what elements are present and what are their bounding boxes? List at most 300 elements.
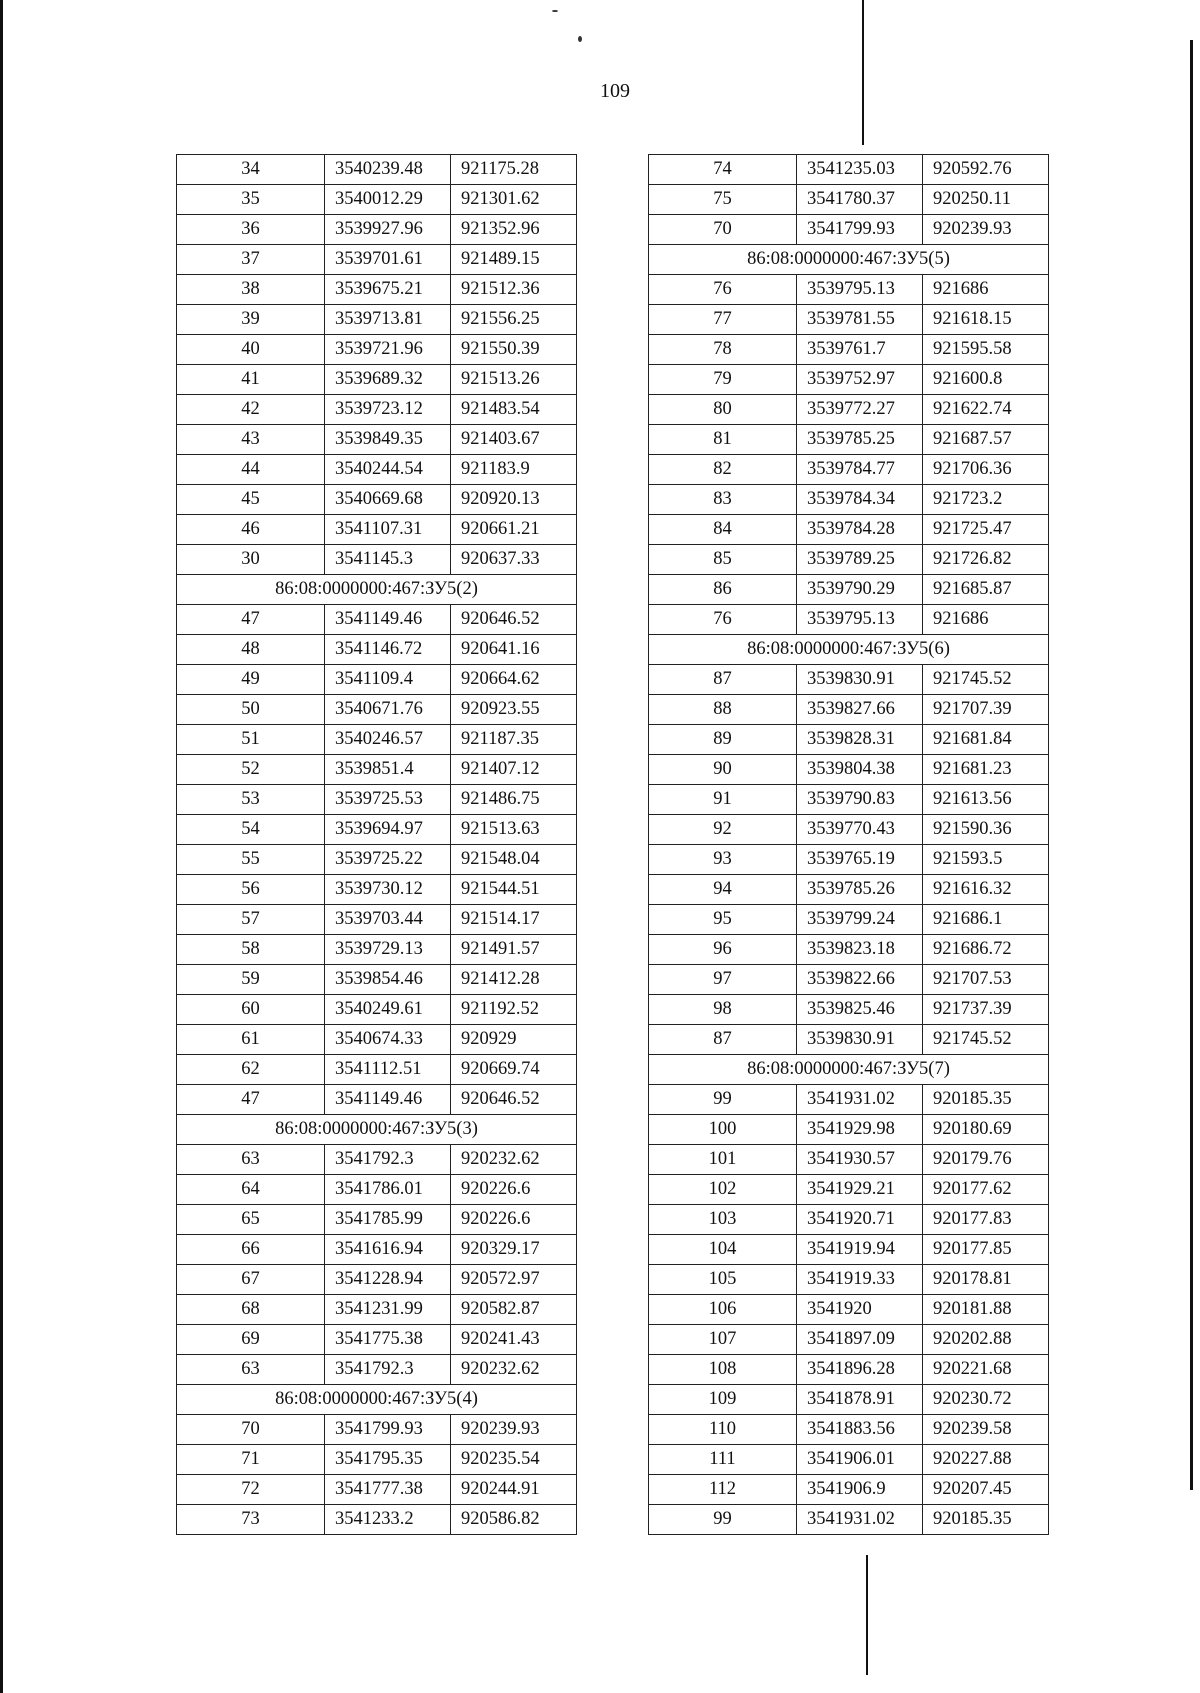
x-coordinate-cell: 3539752.97 bbox=[797, 365, 923, 395]
y-coordinate-cell: 921512.36 bbox=[451, 275, 577, 305]
scan-artifact-line bbox=[862, 0, 864, 145]
table-row bbox=[649, 215, 1049, 245]
y-coordinate-cell: 921301.62 bbox=[451, 185, 577, 215]
y-coordinate-cell: 920241.43 bbox=[451, 1325, 577, 1355]
table-row bbox=[649, 995, 1049, 1025]
point-number-cell: 97 bbox=[649, 965, 797, 995]
x-coordinate-cell: 3539851.4 bbox=[325, 755, 451, 785]
y-coordinate-cell: 920923.55 bbox=[451, 695, 577, 725]
y-coordinate-cell: 920244.91 bbox=[451, 1475, 577, 1505]
point-number-cell: 94 bbox=[649, 875, 797, 905]
point-number-cell: 46 bbox=[177, 515, 325, 545]
y-coordinate-cell: 920641.16 bbox=[451, 635, 577, 665]
x-coordinate-cell: 3539790.83 bbox=[797, 785, 923, 815]
y-coordinate-cell: 921556.25 bbox=[451, 305, 577, 335]
y-coordinate-cell: 920572.97 bbox=[451, 1265, 577, 1295]
y-coordinate-cell: 921548.04 bbox=[451, 845, 577, 875]
point-number-cell: 87 bbox=[649, 1025, 797, 1055]
table-row bbox=[649, 815, 1049, 845]
table-row bbox=[649, 1325, 1049, 1355]
x-coordinate-cell: 3541145.3 bbox=[325, 545, 451, 575]
x-coordinate-cell: 3541929.98 bbox=[797, 1115, 923, 1145]
parcel-id-label: 86:08:0000000:467:ЗУ5(7) bbox=[649, 1055, 1049, 1085]
point-number-cell: 73 bbox=[177, 1505, 325, 1535]
table-row bbox=[177, 1055, 577, 1085]
table-row bbox=[177, 965, 577, 995]
x-coordinate-cell: 3539725.22 bbox=[325, 845, 451, 875]
x-coordinate-cell: 3541878.91 bbox=[797, 1385, 923, 1415]
y-coordinate-cell: 921618.15 bbox=[923, 305, 1049, 335]
y-coordinate-cell: 921686.1 bbox=[923, 905, 1049, 935]
table-row bbox=[177, 1265, 577, 1295]
point-number-cell: 53 bbox=[177, 785, 325, 815]
y-coordinate-cell: 921489.15 bbox=[451, 245, 577, 275]
y-coordinate-cell: 920180.69 bbox=[923, 1115, 1049, 1145]
x-coordinate-cell: 3539703.44 bbox=[325, 905, 451, 935]
y-coordinate-cell: 920181.88 bbox=[923, 1295, 1049, 1325]
parcel-id-label: 86:08:0000000:467:ЗУ5(3) bbox=[177, 1115, 577, 1145]
x-coordinate-cell: 3541931.02 bbox=[797, 1085, 923, 1115]
point-number-cell: 63 bbox=[177, 1355, 325, 1385]
point-number-cell: 69 bbox=[177, 1325, 325, 1355]
table-row bbox=[649, 1235, 1049, 1265]
scan-artifact-line bbox=[1190, 40, 1193, 1490]
y-coordinate-cell: 920920.13 bbox=[451, 485, 577, 515]
point-number-cell: 72 bbox=[177, 1475, 325, 1505]
table-row bbox=[177, 995, 577, 1025]
table-row bbox=[177, 815, 577, 845]
section-header-row bbox=[649, 245, 1049, 275]
x-coordinate-cell: 3540671.76 bbox=[325, 695, 451, 725]
point-number-cell: 91 bbox=[649, 785, 797, 815]
x-coordinate-cell: 3539729.13 bbox=[325, 935, 451, 965]
x-coordinate-cell: 3541231.99 bbox=[325, 1295, 451, 1325]
x-coordinate-cell: 3541799.93 bbox=[325, 1415, 451, 1445]
point-number-cell: 44 bbox=[177, 455, 325, 485]
table-row bbox=[177, 1295, 577, 1325]
x-coordinate-cell: 3539927.96 bbox=[325, 215, 451, 245]
table-row bbox=[649, 755, 1049, 785]
x-coordinate-cell: 3540244.54 bbox=[325, 455, 451, 485]
point-number-cell: 103 bbox=[649, 1205, 797, 1235]
point-number-cell: 59 bbox=[177, 965, 325, 995]
point-number-cell: 54 bbox=[177, 815, 325, 845]
table-row bbox=[177, 905, 577, 935]
table-row bbox=[177, 485, 577, 515]
table-row bbox=[649, 1295, 1049, 1325]
x-coordinate-cell: 3540246.57 bbox=[325, 725, 451, 755]
table-row bbox=[649, 425, 1049, 455]
y-coordinate-cell: 921491.57 bbox=[451, 935, 577, 965]
y-coordinate-cell: 921595.58 bbox=[923, 335, 1049, 365]
point-number-cell: 108 bbox=[649, 1355, 797, 1385]
table-row bbox=[649, 695, 1049, 725]
y-coordinate-cell: 921707.53 bbox=[923, 965, 1049, 995]
point-number-cell: 74 bbox=[649, 155, 797, 185]
x-coordinate-cell: 3541149.46 bbox=[325, 1085, 451, 1115]
table-row bbox=[177, 845, 577, 875]
x-coordinate-cell: 3541919.33 bbox=[797, 1265, 923, 1295]
y-coordinate-cell: 920586.82 bbox=[451, 1505, 577, 1535]
y-coordinate-cell: 920179.76 bbox=[923, 1145, 1049, 1175]
point-number-cell: 70 bbox=[649, 215, 797, 245]
table-row bbox=[649, 395, 1049, 425]
table-row bbox=[649, 455, 1049, 485]
y-coordinate-cell: 921513.63 bbox=[451, 815, 577, 845]
y-coordinate-cell: 921725.47 bbox=[923, 515, 1049, 545]
table-row bbox=[177, 1505, 577, 1535]
point-number-cell: 57 bbox=[177, 905, 325, 935]
table-row bbox=[649, 965, 1049, 995]
table-row bbox=[649, 1025, 1049, 1055]
section-header-row bbox=[177, 575, 577, 605]
x-coordinate-cell: 3539761.7 bbox=[797, 335, 923, 365]
point-number-cell: 65 bbox=[177, 1205, 325, 1235]
point-number-cell: 47 bbox=[177, 1085, 325, 1115]
y-coordinate-cell: 920646.52 bbox=[451, 1085, 577, 1115]
y-coordinate-cell: 920185.35 bbox=[923, 1085, 1049, 1115]
x-coordinate-cell: 3539830.91 bbox=[797, 1025, 923, 1055]
y-coordinate-cell: 921707.39 bbox=[923, 695, 1049, 725]
table-row bbox=[177, 245, 577, 275]
table-row bbox=[177, 1415, 577, 1445]
point-number-cell: 84 bbox=[649, 515, 797, 545]
y-coordinate-cell: 920329.17 bbox=[451, 1235, 577, 1265]
y-coordinate-cell: 921726.82 bbox=[923, 545, 1049, 575]
y-coordinate-cell: 921681.84 bbox=[923, 725, 1049, 755]
table-row bbox=[177, 395, 577, 425]
table-row bbox=[177, 695, 577, 725]
table-row bbox=[177, 185, 577, 215]
table-row bbox=[177, 665, 577, 695]
point-number-cell: 47 bbox=[177, 605, 325, 635]
table-row bbox=[177, 455, 577, 485]
table-row bbox=[649, 485, 1049, 515]
y-coordinate-cell: 920232.62 bbox=[451, 1145, 577, 1175]
point-number-cell: 61 bbox=[177, 1025, 325, 1055]
x-coordinate-cell: 3541233.2 bbox=[325, 1505, 451, 1535]
point-number-cell: 56 bbox=[177, 875, 325, 905]
y-coordinate-cell: 921622.74 bbox=[923, 395, 1049, 425]
table-row bbox=[177, 725, 577, 755]
x-coordinate-cell: 3541146.72 bbox=[325, 635, 451, 665]
point-number-cell: 41 bbox=[177, 365, 325, 395]
point-number-cell: 79 bbox=[649, 365, 797, 395]
table-row bbox=[649, 545, 1049, 575]
point-number-cell: 68 bbox=[177, 1295, 325, 1325]
point-number-cell: 95 bbox=[649, 905, 797, 935]
point-number-cell: 38 bbox=[177, 275, 325, 305]
point-number-cell: 85 bbox=[649, 545, 797, 575]
x-coordinate-cell: 3541792.3 bbox=[325, 1355, 451, 1385]
y-coordinate-cell: 921590.36 bbox=[923, 815, 1049, 845]
point-number-cell: 105 bbox=[649, 1265, 797, 1295]
y-coordinate-cell: 920239.58 bbox=[923, 1415, 1049, 1445]
y-coordinate-cell: 920177.85 bbox=[923, 1235, 1049, 1265]
point-number-cell: 71 bbox=[177, 1445, 325, 1475]
point-number-cell: 88 bbox=[649, 695, 797, 725]
x-coordinate-cell: 3539827.66 bbox=[797, 695, 923, 725]
x-coordinate-cell: 3541112.51 bbox=[325, 1055, 451, 1085]
y-coordinate-cell: 921544.51 bbox=[451, 875, 577, 905]
y-coordinate-cell: 921486.75 bbox=[451, 785, 577, 815]
x-coordinate-cell: 3539765.19 bbox=[797, 845, 923, 875]
table-row bbox=[177, 215, 577, 245]
table-row bbox=[177, 1475, 577, 1505]
x-coordinate-cell: 3541930.57 bbox=[797, 1145, 923, 1175]
table-body bbox=[649, 155, 1049, 1535]
section-header-row bbox=[649, 1055, 1049, 1085]
x-coordinate-cell: 3539725.53 bbox=[325, 785, 451, 815]
y-coordinate-cell: 921600.8 bbox=[923, 365, 1049, 395]
point-number-cell: 36 bbox=[177, 215, 325, 245]
x-coordinate-cell: 3541929.21 bbox=[797, 1175, 923, 1205]
table-row bbox=[649, 1205, 1049, 1235]
y-coordinate-cell: 920177.83 bbox=[923, 1205, 1049, 1235]
scan-artifact-dot bbox=[552, 10, 558, 12]
point-number-cell: 111 bbox=[649, 1445, 797, 1475]
point-number-cell: 35 bbox=[177, 185, 325, 215]
point-number-cell: 99 bbox=[649, 1505, 797, 1535]
x-coordinate-cell: 3541883.56 bbox=[797, 1415, 923, 1445]
y-coordinate-cell: 921706.36 bbox=[923, 455, 1049, 485]
x-coordinate-cell: 3539675.21 bbox=[325, 275, 451, 305]
point-number-cell: 80 bbox=[649, 395, 797, 425]
point-number-cell: 30 bbox=[177, 545, 325, 575]
coordinates-table-left bbox=[176, 154, 577, 1535]
point-number-cell: 63 bbox=[177, 1145, 325, 1175]
table-row bbox=[649, 275, 1049, 305]
section-header-row bbox=[649, 635, 1049, 665]
y-coordinate-cell: 921187.35 bbox=[451, 725, 577, 755]
x-coordinate-cell: 3539701.61 bbox=[325, 245, 451, 275]
x-coordinate-cell: 3541775.38 bbox=[325, 1325, 451, 1355]
x-coordinate-cell: 3539828.31 bbox=[797, 725, 923, 755]
point-number-cell: 92 bbox=[649, 815, 797, 845]
y-coordinate-cell: 920235.54 bbox=[451, 1445, 577, 1475]
table-row bbox=[177, 755, 577, 785]
x-coordinate-cell: 3539804.38 bbox=[797, 755, 923, 785]
y-coordinate-cell: 920178.81 bbox=[923, 1265, 1049, 1295]
table-row bbox=[649, 1355, 1049, 1385]
x-coordinate-cell: 3541906.01 bbox=[797, 1445, 923, 1475]
table-row bbox=[649, 1115, 1049, 1145]
y-coordinate-cell: 921514.17 bbox=[451, 905, 577, 935]
table-row bbox=[177, 785, 577, 815]
x-coordinate-cell: 3541919.94 bbox=[797, 1235, 923, 1265]
y-coordinate-cell: 920226.6 bbox=[451, 1175, 577, 1205]
point-number-cell: 52 bbox=[177, 755, 325, 785]
table-row bbox=[177, 305, 577, 335]
y-coordinate-cell: 921352.96 bbox=[451, 215, 577, 245]
y-coordinate-cell: 921616.32 bbox=[923, 875, 1049, 905]
point-number-cell: 43 bbox=[177, 425, 325, 455]
table-row bbox=[177, 425, 577, 455]
table-row bbox=[177, 875, 577, 905]
y-coordinate-cell: 921681.23 bbox=[923, 755, 1049, 785]
parcel-id-label: 86:08:0000000:467:ЗУ5(4) bbox=[177, 1385, 577, 1415]
x-coordinate-cell: 3539790.29 bbox=[797, 575, 923, 605]
y-coordinate-cell: 921613.56 bbox=[923, 785, 1049, 815]
x-coordinate-cell: 3539825.46 bbox=[797, 995, 923, 1025]
y-coordinate-cell: 920637.33 bbox=[451, 545, 577, 575]
x-coordinate-cell: 3541777.38 bbox=[325, 1475, 451, 1505]
table-row bbox=[649, 605, 1049, 635]
y-coordinate-cell: 921687.57 bbox=[923, 425, 1049, 455]
y-coordinate-cell: 920230.72 bbox=[923, 1385, 1049, 1415]
x-coordinate-cell: 3541792.3 bbox=[325, 1145, 451, 1175]
point-number-cell: 48 bbox=[177, 635, 325, 665]
x-coordinate-cell: 3539689.32 bbox=[325, 365, 451, 395]
point-number-cell: 77 bbox=[649, 305, 797, 335]
parcel-id-label: 86:08:0000000:467:ЗУ5(5) bbox=[649, 245, 1049, 275]
x-coordinate-cell: 3541786.01 bbox=[325, 1175, 451, 1205]
y-coordinate-cell: 921513.26 bbox=[451, 365, 577, 395]
x-coordinate-cell: 3541616.94 bbox=[325, 1235, 451, 1265]
y-coordinate-cell: 921403.67 bbox=[451, 425, 577, 455]
table-row bbox=[177, 545, 577, 575]
x-coordinate-cell: 3541795.35 bbox=[325, 1445, 451, 1475]
y-coordinate-cell: 920239.93 bbox=[923, 215, 1049, 245]
table-row bbox=[177, 1205, 577, 1235]
y-coordinate-cell: 920202.88 bbox=[923, 1325, 1049, 1355]
point-number-cell: 104 bbox=[649, 1235, 797, 1265]
table-row bbox=[649, 515, 1049, 545]
x-coordinate-cell: 3539849.35 bbox=[325, 425, 451, 455]
x-coordinate-cell: 3539770.43 bbox=[797, 815, 923, 845]
point-number-cell: 37 bbox=[177, 245, 325, 275]
page-number: 109 bbox=[600, 80, 630, 102]
table-row bbox=[177, 1325, 577, 1355]
table-row bbox=[649, 1505, 1049, 1535]
y-coordinate-cell: 920250.11 bbox=[923, 185, 1049, 215]
x-coordinate-cell: 3540012.29 bbox=[325, 185, 451, 215]
table-row bbox=[649, 935, 1049, 965]
table-row bbox=[649, 875, 1049, 905]
point-number-cell: 42 bbox=[177, 395, 325, 425]
table-row bbox=[649, 1445, 1049, 1475]
y-coordinate-cell: 921183.9 bbox=[451, 455, 577, 485]
point-number-cell: 102 bbox=[649, 1175, 797, 1205]
table-row bbox=[649, 905, 1049, 935]
y-coordinate-cell: 920226.6 bbox=[451, 1205, 577, 1235]
point-number-cell: 89 bbox=[649, 725, 797, 755]
point-number-cell: 64 bbox=[177, 1175, 325, 1205]
x-coordinate-cell: 3541906.9 bbox=[797, 1475, 923, 1505]
point-number-cell: 100 bbox=[649, 1115, 797, 1145]
table-row bbox=[649, 1475, 1049, 1505]
x-coordinate-cell: 3540674.33 bbox=[325, 1025, 451, 1055]
x-coordinate-cell: 3539713.81 bbox=[325, 305, 451, 335]
point-number-cell: 83 bbox=[649, 485, 797, 515]
x-coordinate-cell: 3541920.71 bbox=[797, 1205, 923, 1235]
coordinates-table-right bbox=[648, 154, 1049, 1535]
x-coordinate-cell: 3539723.12 bbox=[325, 395, 451, 425]
point-number-cell: 51 bbox=[177, 725, 325, 755]
x-coordinate-cell: 3541785.99 bbox=[325, 1205, 451, 1235]
y-coordinate-cell: 920661.21 bbox=[451, 515, 577, 545]
table-row bbox=[649, 305, 1049, 335]
y-coordinate-cell: 920582.87 bbox=[451, 1295, 577, 1325]
table-row bbox=[649, 1145, 1049, 1175]
y-coordinate-cell: 921685.87 bbox=[923, 575, 1049, 605]
point-number-cell: 109 bbox=[649, 1385, 797, 1415]
table-row bbox=[177, 1175, 577, 1205]
table-row bbox=[177, 365, 577, 395]
point-number-cell: 98 bbox=[649, 995, 797, 1025]
y-coordinate-cell: 920185.35 bbox=[923, 1505, 1049, 1535]
scan-artifact-line bbox=[866, 1555, 868, 1675]
x-coordinate-cell: 3539772.27 bbox=[797, 395, 923, 425]
point-number-cell: 76 bbox=[649, 605, 797, 635]
x-coordinate-cell: 3539799.24 bbox=[797, 905, 923, 935]
table-row bbox=[649, 155, 1049, 185]
y-coordinate-cell: 921723.2 bbox=[923, 485, 1049, 515]
point-number-cell: 45 bbox=[177, 485, 325, 515]
x-coordinate-cell: 3541149.46 bbox=[325, 605, 451, 635]
section-header-row bbox=[177, 1115, 577, 1145]
table-row bbox=[177, 935, 577, 965]
point-number-cell: 75 bbox=[649, 185, 797, 215]
y-coordinate-cell: 920929 bbox=[451, 1025, 577, 1055]
y-coordinate-cell: 921593.5 bbox=[923, 845, 1049, 875]
y-coordinate-cell: 920646.52 bbox=[451, 605, 577, 635]
point-number-cell: 49 bbox=[177, 665, 325, 695]
x-coordinate-cell: 3541228.94 bbox=[325, 1265, 451, 1295]
point-number-cell: 110 bbox=[649, 1415, 797, 1445]
point-number-cell: 58 bbox=[177, 935, 325, 965]
y-coordinate-cell: 920221.68 bbox=[923, 1355, 1049, 1385]
y-coordinate-cell: 921686 bbox=[923, 605, 1049, 635]
x-coordinate-cell: 3541897.09 bbox=[797, 1325, 923, 1355]
x-coordinate-cell: 3539795.13 bbox=[797, 275, 923, 305]
table-row bbox=[177, 635, 577, 665]
y-coordinate-cell: 920664.62 bbox=[451, 665, 577, 695]
y-coordinate-cell: 920592.76 bbox=[923, 155, 1049, 185]
x-coordinate-cell: 3540249.61 bbox=[325, 995, 451, 1025]
section-header-row bbox=[177, 1385, 577, 1415]
point-number-cell: 40 bbox=[177, 335, 325, 365]
table-row bbox=[649, 725, 1049, 755]
x-coordinate-cell: 3539822.66 bbox=[797, 965, 923, 995]
table-row bbox=[649, 575, 1049, 605]
x-coordinate-cell: 3539823.18 bbox=[797, 935, 923, 965]
table-row bbox=[649, 1265, 1049, 1295]
table-row bbox=[649, 1385, 1049, 1415]
x-coordinate-cell: 3539830.91 bbox=[797, 665, 923, 695]
table-row bbox=[177, 1445, 577, 1475]
point-number-cell: 78 bbox=[649, 335, 797, 365]
y-coordinate-cell: 920239.93 bbox=[451, 1415, 577, 1445]
point-number-cell: 81 bbox=[649, 425, 797, 455]
x-coordinate-cell: 3539721.96 bbox=[325, 335, 451, 365]
table-row bbox=[177, 155, 577, 185]
point-number-cell: 39 bbox=[177, 305, 325, 335]
table-row bbox=[177, 1355, 577, 1385]
y-coordinate-cell: 921175.28 bbox=[451, 155, 577, 185]
point-number-cell: 90 bbox=[649, 755, 797, 785]
x-coordinate-cell: 3539784.34 bbox=[797, 485, 923, 515]
table-row bbox=[177, 335, 577, 365]
x-coordinate-cell: 3540239.48 bbox=[325, 155, 451, 185]
table-row bbox=[649, 845, 1049, 875]
table-row bbox=[177, 1085, 577, 1115]
y-coordinate-cell: 920177.62 bbox=[923, 1175, 1049, 1205]
table-body bbox=[177, 155, 577, 1535]
y-coordinate-cell: 921745.52 bbox=[923, 1025, 1049, 1055]
point-number-cell: 82 bbox=[649, 455, 797, 485]
point-number-cell: 96 bbox=[649, 935, 797, 965]
